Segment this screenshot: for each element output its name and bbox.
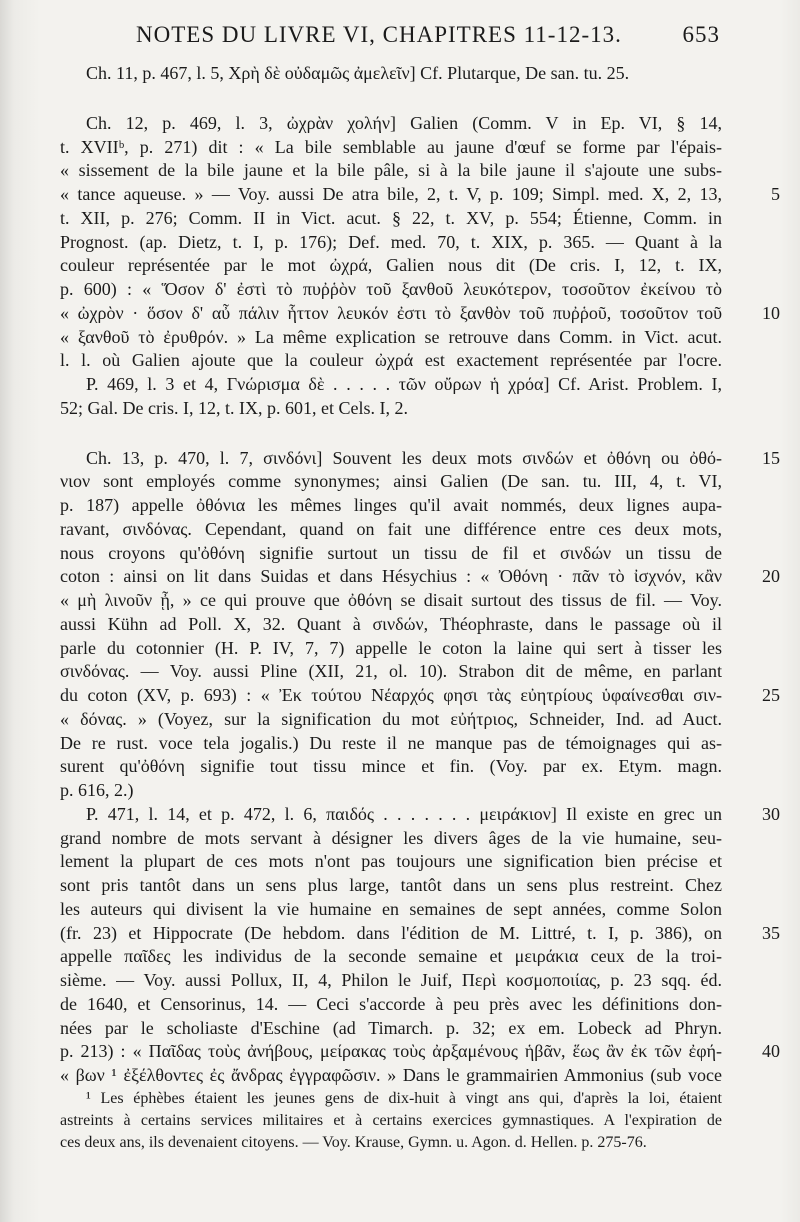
text-line <box>60 565 780 589</box>
text-line: De re rust. voce tela jogalis.) Du reste il ne manque pas de témoignages qui as- <box>60 732 722 753</box>
text-line: Prognost. (ap. Dietz, t. I, p. 176); Def. med. 70, t. XIX, p. 365. — Quant à la <box>60 231 722 252</box>
text-line: « μὴ λινοῦν ᾖ, » ce qui prouve que ὀθόνη se disait surtout des tissus de fil. — Voy. <box>60 590 722 610</box>
text-line: p. 616, 2.) <box>60 780 134 800</box>
text-line-content: p. 213) : « Παῖδας τοὺς ἀνήβους, μείρακας τοὺς ἀρξαμένους ἡβᾶν, ἕως ἂν ἐκ τῶν ἐφή- <box>60 1041 722 1062</box>
text-line: couleur représentée par le mot ὠχρά, Galien nous dit (De cris. I, 12, t. IX, <box>60 255 722 276</box>
text-line <box>60 183 780 207</box>
footnote-line: ¹ Les éphèbes étaient les jeunes gens de dix-huit à vingt ans qui, d'après la loi, étaient <box>86 1090 722 1107</box>
text-line-content: (fr. 23) et Hippocrate (De hebdom. dans l'édition de M. Littré, t. I, p. 386), on <box>60 922 722 943</box>
running-head: NOTES DU LIVRE VI, CHAPITRES 11-12-13. <box>136 22 622 47</box>
line-number: 20 <box>762 566 780 587</box>
text-line: « δόνας. » (Voyez, sur la signification du mot εὐήτριος, Schneider, Ind. ad Auct. <box>60 708 722 729</box>
line-number: 35 <box>762 922 780 943</box>
text-line-content: du coton (XV, p. 693) : « Ἐκ τούτου Νέαρχός φησι τὰς εὐητρίους ὑφαίνεσθαι σιν- <box>60 685 722 705</box>
text-line: sième. — Voy. aussi Pollux, II, 4, Philon le Juif, Περὶ κοσμοποιίας, p. 23 sqq. éd. <box>60 970 722 990</box>
notes-body <box>60 62 780 1088</box>
text-line: t. XVIIᵇ, p. 271) dit : « La bile semblable au jaune d'œuf se forme par l'épais- <box>60 136 722 157</box>
line-number: 10 <box>762 302 780 323</box>
text-line: aussi Kühn ad Poll. X, 32. Quant à σινδών, Théophraste, dans le passage où il <box>60 613 722 634</box>
text-line: 52; Gal. De cris. I, 12, t. IX, p. 601, et Cels. I, 2. <box>60 397 408 418</box>
text-line: les auteurs qui divisent la vie humaine en semaines de sept années, comme Solon <box>60 898 722 919</box>
text-line: l. l. où Galien ajoute que la couleur ὠχρά est exactement représentée par l'ocre. <box>60 350 722 371</box>
footnote-line: ces deux ans, ils devenaient citoyens. — Voy. Krause, Gymn. u. Agon. d. Hellen. p. 275-76. <box>60 1134 647 1151</box>
text-line: « sissement de la bile jaune et la bile pâle, si à la bile jaune il s'ajoute une subs- <box>60 160 722 181</box>
text-line-content: « ὠχρὸν · ὅσον δ' αὖ πάλιν ἧττον λευκόν ἐστι τὸ ξανθὸν τοῦ πυῤῥοῦ, τοσοῦτον τοῦ <box>60 302 722 323</box>
line-number: 40 <box>762 1041 780 1062</box>
text-line: appelle παῖδες les individus de la seconde semaine et μειράκια ceux de la troi- <box>60 946 722 967</box>
text-line <box>60 803 780 827</box>
text-line: ravant, σινδόνας. Cependant, quand on fait une différence entre ces deux mots, <box>60 518 722 539</box>
line-number: 25 <box>762 685 780 705</box>
text-line: σινδόνας. — Voy. aussi Pline (XII, 21, ol. 10). Strabon dit de même, en parlant <box>60 661 722 682</box>
text-line: lement la plupart de ces mots n'ont pas toujours une signification bien précise et <box>60 851 722 872</box>
text-line: « ξανθοῦ τὸ ἐρυθρόν. » La même explication se retrouve dans Comm. in Vict. acut. <box>60 326 722 347</box>
text-line: Ch. 12, p. 469, l. 3, ὠχρὰν χολήν] Galien (Comm. V in Ep. VI, § 14, <box>86 112 722 133</box>
line-number: 5 <box>771 184 780 204</box>
text-line: p. 600) : « Ὅσον δ' ἐστὶ τὸ πυῤῥὸν τοῦ ξανθοῦ λευκότερον, τοσοῦτον ἐκείνου τὸ <box>60 279 722 299</box>
text-line <box>60 684 780 708</box>
text-line: t. XII, p. 276; Comm. II in Vict. acut. § 22, t. XV, p. 554; Étienne, Comm. in <box>60 207 722 228</box>
text-line <box>60 1040 780 1064</box>
text-line: νιον sont employés comme synonymes; ainsi Galien (De san. tu. III, 4, t. VI, <box>60 471 722 492</box>
footnote <box>60 1088 722 1154</box>
text-line-content: Ch. 13, p. 470, l. 7, σινδόνι] Souvent les deux mots σινδών et ὀθόνη ou ὀθό- <box>86 447 722 468</box>
text-line: parle du cotonnier (H. P. IV, 7, 7) appelle le coton la laine qui sert à tisser les <box>60 637 722 658</box>
page-number: 653 <box>682 22 720 47</box>
text-line-content: « tance aqueuse. » — Voy. aussi De atra bile, 2, t. V, p. 109; Simpl. med. X, 2, 13, <box>60 184 722 204</box>
text-line: surent qu'ὀθόνη signifie tout tissu mince et fin. (Voy. par ex. Etym. magn. <box>60 756 722 777</box>
text-line: « βων ¹ ἐξέλθοντες ἐς ἄνδρας ἐγγραφῶσιν. » Dans le grammairien Ammonius (sub voce <box>60 1065 722 1085</box>
text-line: grand nombre de mots servant à désigner les divers âges de la vie humaine, seu- <box>60 827 722 848</box>
text-line: de 1640, et Censorinus, 14. — Ceci s'accorde à peu près avec les définitions don- <box>60 993 722 1014</box>
line-number: 15 <box>762 447 780 468</box>
text-line <box>60 302 780 326</box>
text-line: sont pris tantôt dans un sens plus large, tantôt dans un sens plus restreint. Chez <box>60 875 722 895</box>
text-line <box>60 922 780 946</box>
text-line: p. 187) appelle ὀθόνια les mêmes linges qu'il avait nommés, deux lignes aupa- <box>60 495 722 515</box>
text-line-content: coton : ainsi on lit dans Suidas et dans Hésychius : « Ὀθόνη · πᾶν τὸ ἰσχνόν, κἂν <box>60 566 722 587</box>
footnote-line: astreints à certains services militaires et à certains exercices gymnastiques. A l'expiration de <box>60 1112 722 1129</box>
text-line <box>60 447 780 471</box>
text-line: nées par le scholiaste d'Eschine (ad Timarch. p. 32; ex em. Lobeck ad Phryn. <box>60 1017 722 1038</box>
text-line: Ch. 11, p. 467, l. 5, Χρὴ δὲ οὐδαμῶς ἀμελεῖν] Cf. Plutarque, De san. tu. 25. <box>86 63 630 83</box>
page-header <box>40 22 720 56</box>
line-number: 30 <box>762 803 780 824</box>
text-line: nous croyons qu'ὀθόνη signifie surtout un tissu de fil et σινδών un tissu de <box>60 542 722 563</box>
text-line: P. 469, l. 3 et 4, Γνώρισμα δὲ . . . . . τῶν οὔρων ἡ χρόα] Cf. Arist. Problem. I, <box>86 374 722 394</box>
text-line-content: P. 471, l. 14, et p. 472, l. 6, παιδός . . . . . . . μειράκιον] Il existe en grec un <box>86 803 722 824</box>
